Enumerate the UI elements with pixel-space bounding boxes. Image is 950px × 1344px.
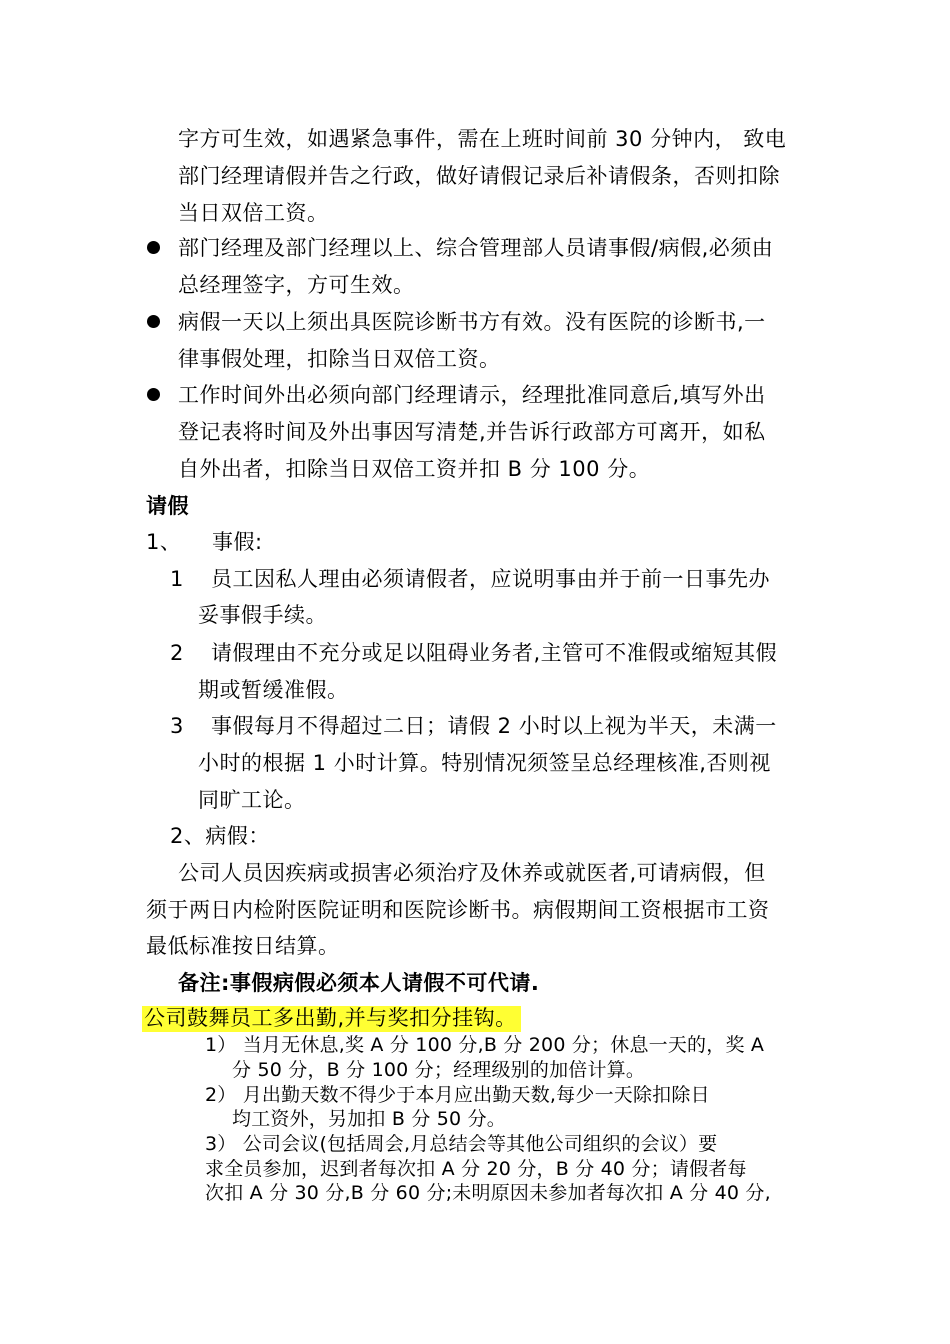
- subsection-title: 事假:: [212, 530, 263, 554]
- bullet-line: 总经理签字，方可生效。: [178, 273, 415, 297]
- highlighted-statement: [142, 1005, 521, 1031]
- item-line: 期或暂缓准假。: [198, 678, 349, 702]
- bullet-line: 工作时间外出必须向部门经理请示，经理批准同意后,填写外出: [178, 383, 766, 407]
- item-number: 2: [170, 641, 184, 665]
- paragraph-line: 当日双倍工资。: [178, 201, 329, 225]
- bullet-line: 部门经理及部门经理以上、综合管理部人员请事假/病假,必须由: [178, 236, 774, 260]
- item-number: 3: [170, 714, 184, 738]
- bullet-icon: [147, 315, 160, 328]
- item-line: 妥事假手续。: [198, 603, 327, 627]
- attendance-line: 均工资外，另加扣 B 分 50 分。: [232, 1108, 506, 1130]
- bullet-line: 登记表将时间及外出事因写清楚,并告诉行政部方可离开，如私: [178, 420, 766, 444]
- item-number: 1: [170, 567, 184, 591]
- paragraph-line: 字方可生效，如遇紧急事件，需在上班时间前 30 分钟内， 致电: [178, 127, 787, 151]
- bullet-line: 病假一天以上须出具医院诊断书方有效。没有医院的诊断书,一: [178, 310, 766, 334]
- bullet-icon: [147, 388, 160, 401]
- paragraph-line: 部门经理请假并告之行政，做好请假记录后补请假条，否则扣除: [178, 164, 780, 188]
- item-line: 小时的根据 1 小时计算。特别情况须签呈总经理核准,否则视: [198, 751, 771, 775]
- attendance-line: 分 50 分，B 分 100 分；经理级别的加倍计算。: [232, 1059, 646, 1081]
- item-line: 事假每月不得超过二日；请假 2 小时以上视为半天，未满一: [211, 714, 777, 738]
- attendance-line: 3） 公司会议(包括周会,月总结会等其他公司组织的会议）要: [205, 1133, 718, 1155]
- bullet-icon: [147, 241, 160, 254]
- paragraph-line: 最低标准按日结算。: [146, 934, 340, 958]
- highlight-text: 公司鼓舞员工多出勤,并与奖扣分挂钩。: [142, 1006, 521, 1032]
- attendance-line: 求全员参加，迟到者每次扣 A 分 20 分，B 分 40 分；请假者每: [205, 1158, 747, 1180]
- bullet-line: 律事假处理，扣除当日双倍工资。: [178, 347, 501, 371]
- note-text: 备注:事假病假必须本人请假不可代请.: [178, 971, 540, 995]
- item-line: 同旷工论。: [198, 788, 306, 812]
- section-heading: 请假: [146, 494, 189, 518]
- subsection-title: 2、病假：: [170, 824, 270, 848]
- item-line: 员工因私人理由必须请假者，应说明事由并于前一日事先办: [211, 567, 770, 591]
- attendance-line: 次扣 A 分 30 分,B 分 60 分;未明原因未参加者每次扣 A 分 40 分,: [205, 1182, 771, 1204]
- attendance-line: 1） 当月无休息,奖 A 分 100 分,B 分 200 分；休息一天的，奖 A: [205, 1034, 765, 1056]
- item-line: 请假理由不充分或足以阻碍业务者,主管可不准假或缩短其假: [211, 641, 778, 665]
- attendance-line: 2） 月出勤天数不得少于本月应出勤天数,每少一天除扣除日: [205, 1084, 710, 1106]
- paragraph-line: 公司人员因疾病或损害必须治疗及休养或就医者,可请病假，但: [178, 861, 766, 885]
- list-number: 1、: [146, 530, 182, 554]
- paragraph-line: 须于两日内检附医院证明和医院诊断书。病假期间工资根据市工资: [146, 898, 770, 922]
- bullet-line: 自外出者，扣除当日双倍工资并扣 B 分 100 分。: [178, 457, 651, 481]
